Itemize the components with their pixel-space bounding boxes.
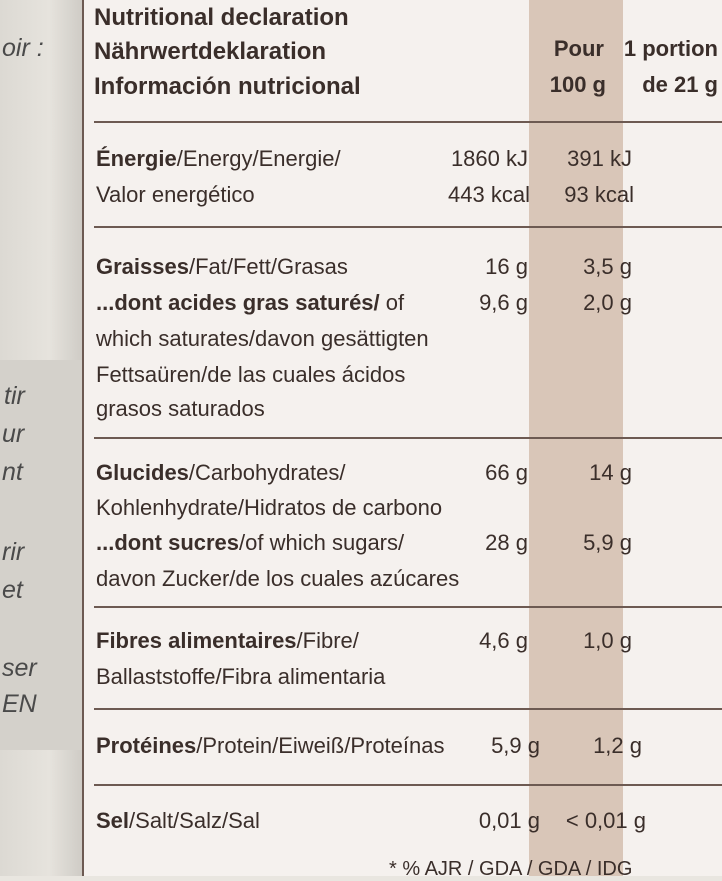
sugars-label: ...dont sucres/of which sugars/ [96, 530, 405, 555]
fibre-portion: 1,0 g [583, 628, 632, 653]
saturates-label: ...dont acides gras saturés/ of [96, 290, 405, 315]
carbohydrates-label-line2: Kohlenhydrate/Hidratos de carbono [96, 495, 443, 520]
fat-100g: 16 g [485, 254, 528, 279]
divider [94, 708, 722, 710]
protein-100g: 5,9 g [491, 733, 540, 758]
salt-100g: 0,01 g [478, 808, 540, 833]
sugars-100g: 28 g [485, 530, 528, 555]
salt-label: Sel/Salt/Salz/Sal [96, 808, 260, 833]
carbohydrates-label: Glucides/Carbohydrates/ [96, 460, 346, 485]
edge-fragment: EN [2, 690, 37, 718]
divider [94, 606, 722, 608]
energy-kj-100g: 1860 kJ [450, 146, 528, 171]
header-german: Nährwertdeklaration [94, 38, 327, 65]
col2-header-top: 1 portion [623, 36, 718, 61]
saturates-label-line2: which saturates/davon gesättigten [96, 326, 429, 351]
energy-kcal-portion: 93 kcal [564, 182, 634, 207]
fat-label: Graisses/Fat/Fett/Grasas [96, 254, 348, 279]
edge-fragment: oir : [2, 34, 44, 62]
energy-label: Énergie/Energy/Energie/ [96, 146, 341, 171]
energy-kcal-100g: 443 kcal [448, 182, 530, 207]
fibre-label: Fibres alimentaires/Fibre/ [96, 628, 359, 653]
edge-fragment: ser [2, 654, 37, 682]
header-english: Nutritional declaration [94, 4, 349, 31]
divider [94, 226, 722, 228]
nutrition-label [82, 0, 722, 880]
edge-fragment: tir [4, 382, 25, 410]
sugars-portion: 5,9 g [583, 530, 632, 555]
saturates-label-line4: grasos saturados [96, 396, 265, 421]
protein-portion: 1,2 g [593, 733, 642, 758]
header-spanish: Información nutricional [94, 73, 361, 100]
carbohydrates-100g: 66 g [485, 460, 528, 485]
saturates-label-line3: Fettsaüren/de las cuales ácidos [96, 362, 406, 387]
divider [94, 784, 722, 786]
divider [94, 121, 722, 123]
saturates-portion: 2,0 g [583, 290, 632, 315]
edge-fragment: nt [2, 458, 23, 486]
energy-label-line2: Valor energético [96, 182, 255, 207]
fat-portion: 3,5 g [583, 254, 632, 279]
edge-fragment: et [2, 576, 23, 604]
fibre-100g: 4,6 g [479, 628, 528, 653]
col2-header-bottom: de 21 g [642, 72, 718, 97]
sugars-label-line2: davon Zucker/de los cuales azúcares [96, 566, 460, 591]
saturates-100g: 9,6 g [479, 290, 528, 315]
energy-kj-portion: 391 kJ [567, 146, 632, 171]
col1-header-top: Pour [553, 36, 604, 61]
protein-label: Protéines/Protein/Eiweiß/Proteínas [96, 733, 445, 758]
carbohydrates-portion: 14 g [589, 460, 632, 485]
reference-intake-footnote: * % AJR / GDA / GDA / IDG [389, 858, 633, 880]
edge-fragment: ur [2, 420, 25, 448]
fibre-label-line2: Ballaststoffe/Fibra alimentaria [96, 664, 386, 689]
left-edge-background [0, 0, 82, 876]
divider [94, 437, 722, 439]
edge-fragment: rir [2, 538, 25, 566]
salt-portion: < 0,01 g [565, 808, 646, 833]
col1-header-bottom: 100 g [549, 72, 606, 97]
